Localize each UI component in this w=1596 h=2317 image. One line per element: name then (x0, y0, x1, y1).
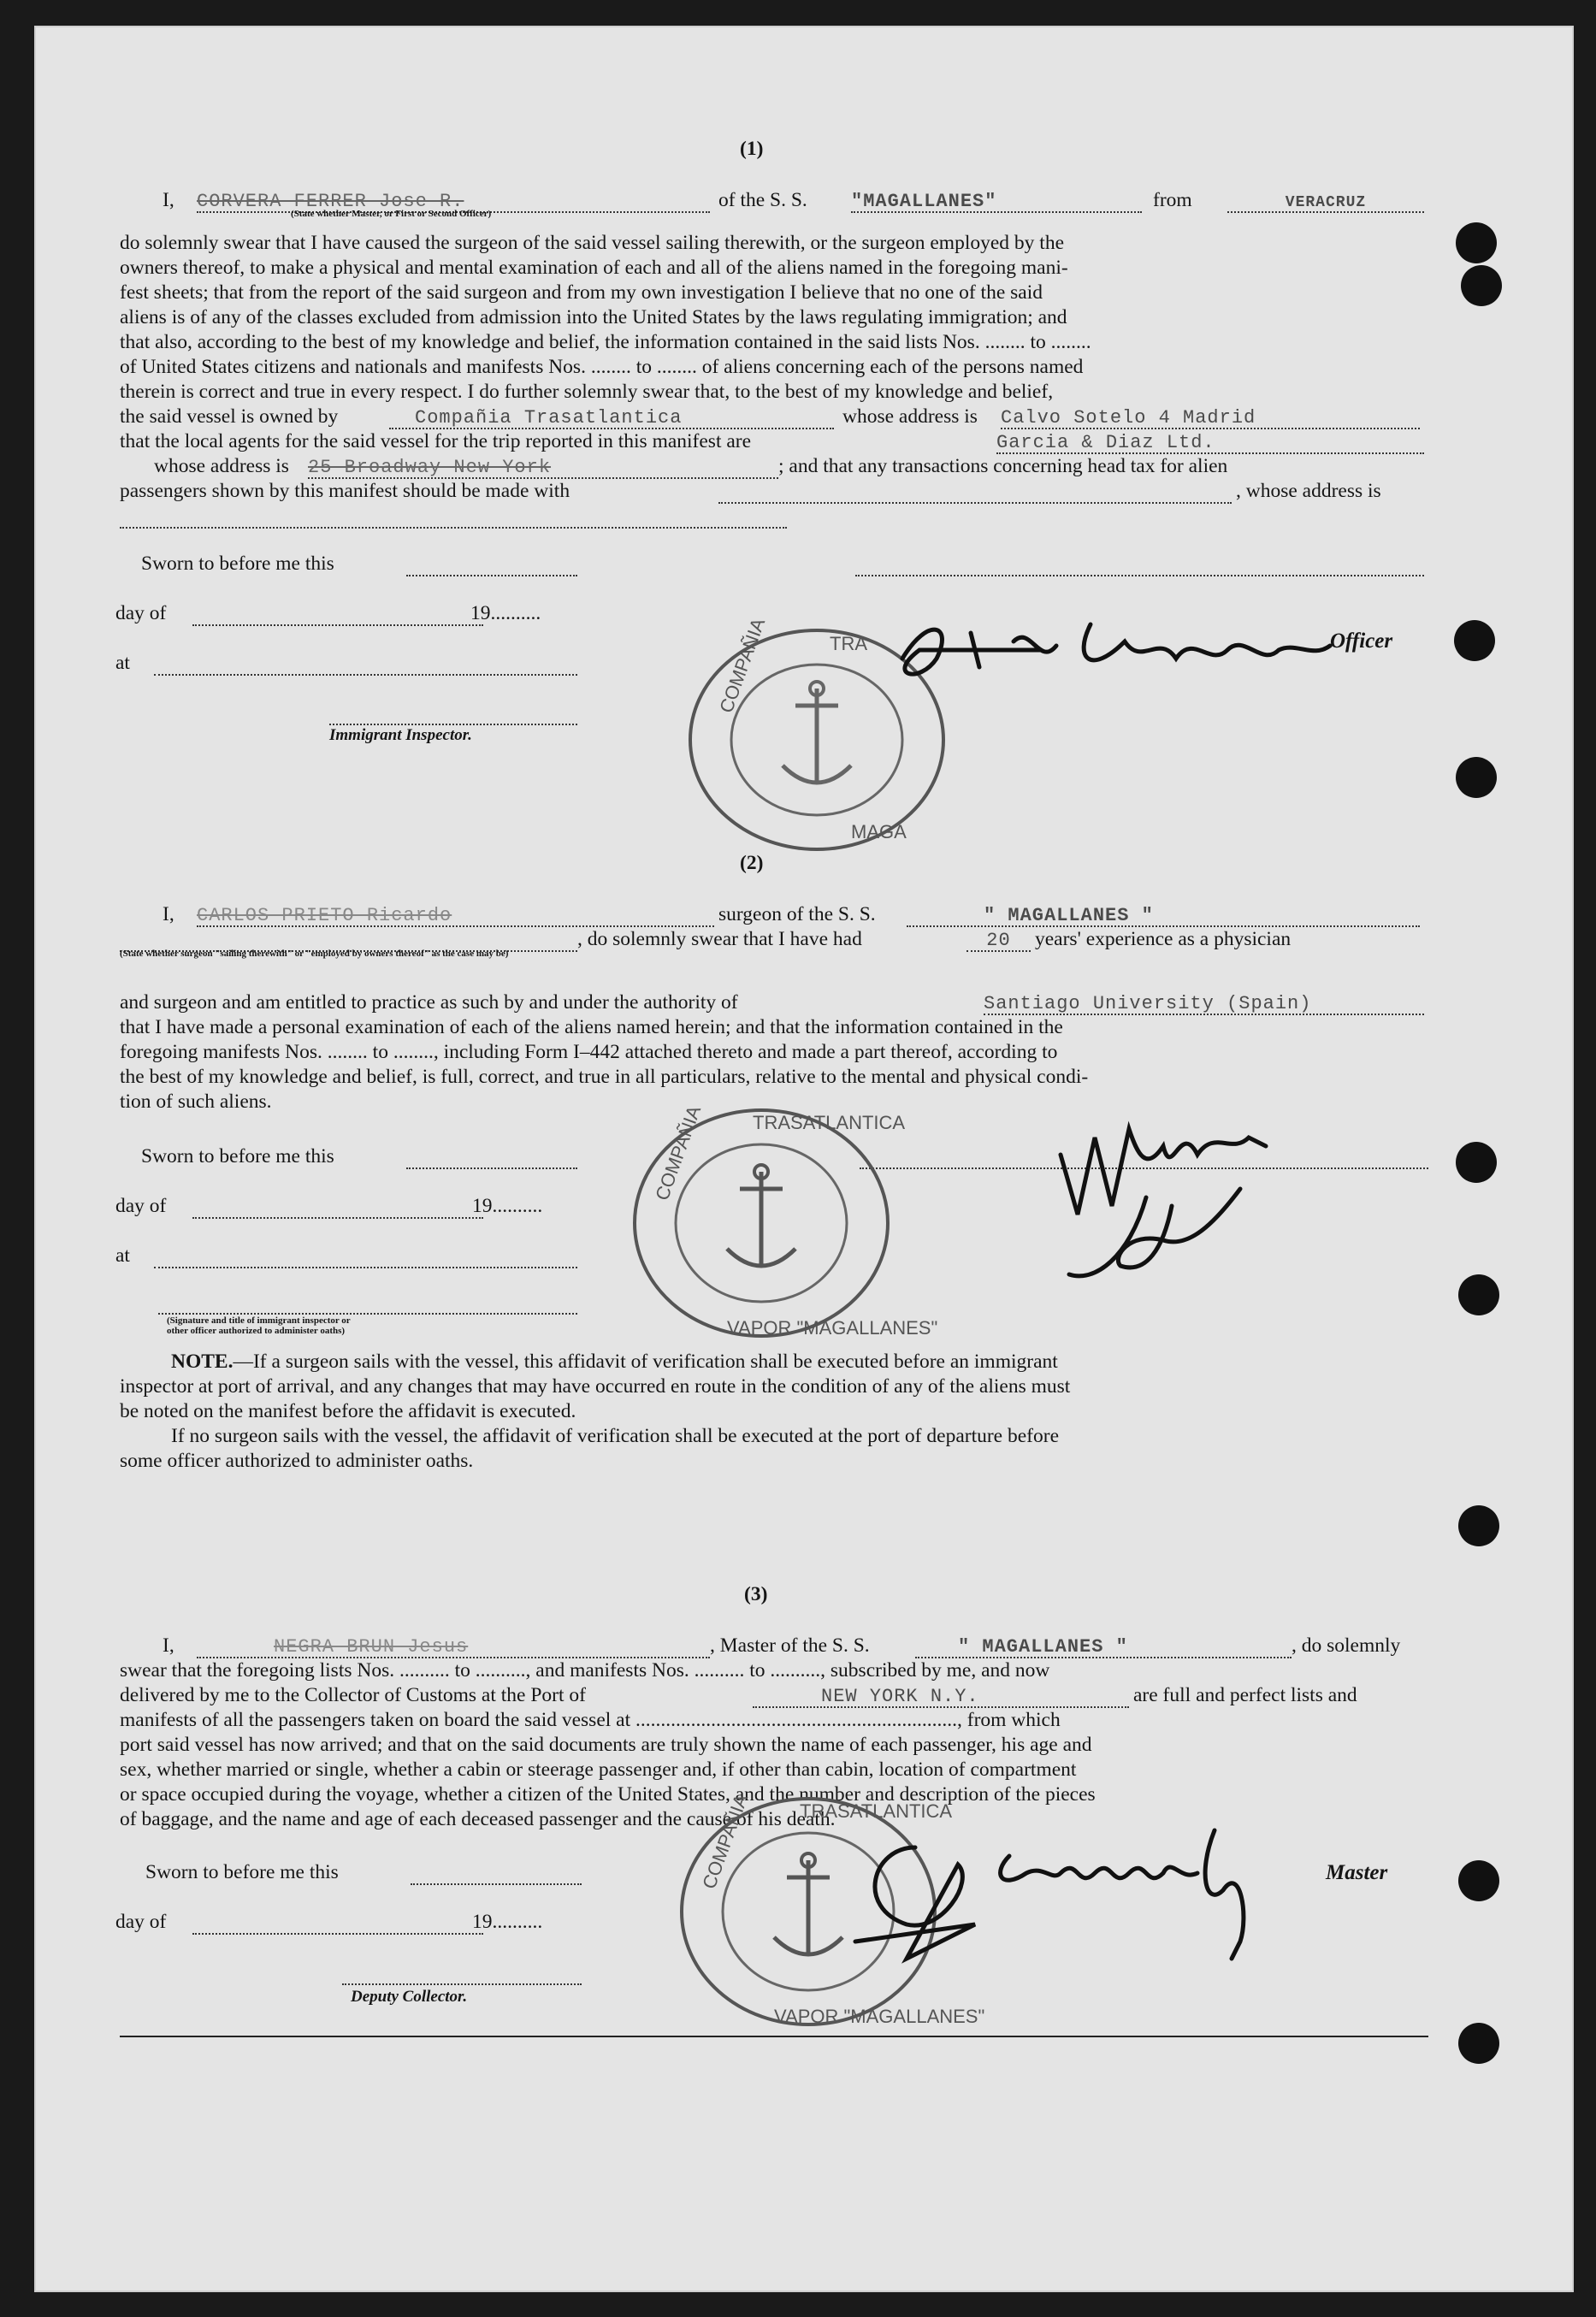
s3-port: NEW YORK N.Y. (821, 1686, 979, 1707)
s2-sig-note-1: (Signature and title of immigrant inspector or (167, 1315, 351, 1326)
s3-deputy-line (342, 1960, 582, 1985)
s1-i: I, (163, 189, 174, 211)
s1-owned-by: the said vessel is owned by (120, 405, 339, 428)
s1-agents-field (996, 429, 1424, 454)
master-signature (804, 1796, 1334, 1976)
s3-line-f: or space occupied during the voyage, whether a citizen of the United States, and the number and description of the pieces (120, 1783, 1096, 1806)
s1-owner-field (389, 405, 834, 429)
s3-sworn-field (411, 1860, 582, 1885)
s3-day-field (192, 1910, 483, 1935)
s1-sworn-field (406, 552, 577, 576)
s3-vessel: " MAGALLANES " (958, 1636, 1128, 1658)
s1-at-field (154, 651, 577, 676)
s2-year-prefix: 19.......... (472, 1195, 543, 1217)
note-line-1 (171, 1350, 1058, 1374)
s1-vessel-field (851, 188, 1142, 213)
s1-line-a: do solemnly swear that I have caused the surgeon of the said vessel sailing therewith, or the surgeon employed by the (120, 232, 1065, 254)
s2-at: at (115, 1244, 130, 1267)
section-3-number: (3) (744, 1583, 768, 1605)
section-1-number: (1) (740, 138, 764, 160)
s1-line-g: therein is correct and true in every respect. I do further solemnly swear that, to the best of my knowledge and belief, (120, 381, 1054, 403)
manifest-page (34, 26, 1574, 2292)
note-line-4: If no surgeon sails with the vessel, the affidavit of verification shall be executed at the port of departure before (171, 1425, 1059, 1447)
note-label: NOTE. (171, 1351, 233, 1373)
punch-hole (1456, 757, 1497, 798)
s2-university-field (984, 990, 1424, 1015)
s1-day-field (192, 601, 483, 626)
s2-line-c: the best of my knowledge and belief, is full, correct, and true in all particulars, relative to the mental and physical condi- (120, 1066, 1089, 1088)
s2-sworn: Sworn to before me this (141, 1145, 334, 1167)
s1-line-b: owners thereof, to make a physical and mental examination of each and all of the aliens named in the foregoing mani- (120, 257, 1068, 279)
s1-passengers-line: passengers shown by this manifest should be made with (120, 480, 570, 502)
s1-agents: Garcia & Diaz Ltd. (996, 432, 1215, 453)
s3-line-a: swear that the foregoing lists Nos. .......... to .........., and manifests Nos. .......... to .........., subscribed by me, and now (120, 1659, 1050, 1682)
s1-line-d: aliens is of any of the classes excluded from admission into the United States by the laws regulating immigration; and (120, 306, 1067, 328)
s2-line-b: foregoing manifests Nos. ........ to ........, including Form I–442 attached thereto and made a part thereof, according to (120, 1041, 1058, 1063)
s2-swear: , do solemnly swear that I have had (577, 928, 862, 950)
s3-master-name: NEGRA BRUN Jesus (274, 1636, 469, 1658)
s2-day-of: day of (115, 1195, 167, 1217)
s1-whose-address-end: , whose address is (1236, 480, 1381, 502)
s2-line-a: that I have made a personal examination of each of the aliens named herein; and that the information contained in the (120, 1016, 1063, 1038)
s1-owner: Compañia Trasatlantica (415, 407, 683, 429)
s1-vessel: "MAGALLANES" (851, 191, 997, 212)
s2-year: 19 (472, 1195, 493, 1217)
s2-sig-line (158, 1290, 577, 1315)
s1-owner-address: Calvo Sotelo 4 Madrid (1001, 407, 1256, 429)
section-2-number: (2) (740, 852, 764, 874)
note-line-2: inspector at port of arrival, and any changes that may have occurred en route in the condition of any of the aliens must (120, 1375, 1071, 1398)
s1-address-field (120, 504, 787, 529)
punch-hole (1456, 1142, 1497, 1183)
s1-of-ss: of the S. S. (718, 189, 807, 211)
s2-surgeon-of: surgeon of the S. S. (718, 903, 876, 925)
s1-line-f: of United States citizens and nationals and manifests Nos. ........ to ........ of aliens concerning each of the persons named (120, 356, 1084, 378)
s2-sig-note-2: other officer authorized to administer oaths) (167, 1326, 346, 1336)
s3-master-of: , Master of the S. S. (710, 1634, 870, 1657)
s1-year-prefix: 19.......... (470, 602, 541, 624)
s3-master-field (197, 1634, 710, 1658)
s1-agent-address: 25 Broadway New York (308, 457, 552, 478)
s2-day-field (192, 1194, 483, 1219)
bottom-rule (120, 2036, 1428, 2037)
surgeon-signature (1043, 1103, 1334, 1300)
officer-signature (868, 599, 1347, 693)
s3-year-prefix: 19.......... (472, 1911, 543, 1933)
svg-text:MAGA: MAGA (851, 821, 907, 842)
s2-vessel: " MAGALLANES " (984, 905, 1154, 926)
s2-authority: and surgeon and am entitled to practice as such by and under the authority of (120, 991, 738, 1014)
note-line-5: some officer authorized to administer oaths. (120, 1450, 474, 1472)
svg-text:TRA: TRA (830, 633, 867, 654)
s3-line-b-post: are full and perfect lists and (1133, 1684, 1357, 1706)
s1-sworn: Sworn to before me this (141, 553, 334, 575)
punch-hole (1456, 222, 1497, 263)
s1-at: at (115, 652, 130, 674)
s3-line-g: of baggage, and the name and age of each deceased passenger and the cause of his death. (120, 1808, 836, 1830)
svg-text:COMPAÑIA: COMPAÑIA (698, 1791, 753, 1892)
s3-line-c: manifests of all the passengers taken on board the said vessel at ................................................................, from which (120, 1709, 1061, 1731)
s2-university: Santiago University (Spain) (984, 993, 1312, 1014)
svg-text:COMPAÑIA: COMPAÑIA (651, 1102, 706, 1203)
s3-year: 19 (472, 1911, 493, 1933)
svg-text:VAPOR "MAGALLANES": VAPOR "MAGALLANES" (727, 1317, 938, 1339)
punch-hole (1461, 265, 1502, 306)
s2-years: 20 (986, 930, 1011, 951)
s1-state-note: (State whether Master, or First or Second Officer) (291, 209, 492, 219)
s1-port-field (1227, 188, 1424, 213)
s3-line-b-pre: delivered by me to the Collector of Customs at the Port of (120, 1684, 586, 1706)
s1-head-tax-field (718, 479, 1232, 504)
s1-owner-address-field (1001, 405, 1420, 429)
s2-surgeon-name: CARLOS PRIETO Ricardo (197, 905, 452, 926)
punch-hole (1458, 2023, 1499, 2064)
s3-i: I, (163, 1634, 174, 1657)
s2-sworn-field (406, 1144, 577, 1169)
s3-port-field (753, 1683, 1129, 1708)
s3-solemnly: , do solemnly (1292, 1634, 1401, 1657)
s2-vessel-field (907, 902, 1420, 927)
s1-inspector: Immigrant Inspector. (329, 726, 472, 744)
s1-year: 19 (470, 602, 491, 624)
s1-day-of: day of (115, 602, 167, 624)
s1-agents-text: that the local agents for the said vessel for the trip reported in this manifest are (120, 430, 752, 452)
s3-sworn: Sworn to before me this (145, 1861, 339, 1883)
s1-inspector-line (329, 700, 577, 725)
svg-text:TRASATLANTICA: TRASATLANTICA (800, 1800, 953, 1822)
s1-blank-line (855, 552, 1424, 576)
s2-experience: years' experience as a physician (1035, 928, 1292, 950)
s3-day-of: day of (115, 1911, 167, 1933)
s2-at-field (154, 1244, 577, 1268)
s2-years-field (966, 927, 1031, 952)
s3-vessel-field (915, 1634, 1292, 1658)
note-text-1: —If a surgeon sails with the vessel, this affidavit of verification shall be executed before an immigrant (233, 1351, 1058, 1373)
svg-text:COMPAÑIA: COMPAÑIA (715, 615, 770, 716)
s1-agent-address-label: whose address is (154, 455, 289, 477)
punch-hole (1458, 1505, 1499, 1546)
s1-port: VERACRUZ (1285, 194, 1367, 211)
s3-line-e: sex, whether married or single, whether a cabin or steerage passenger and, if other than cabin, location of compartment (120, 1758, 1077, 1781)
svg-text:VAPOR "MAGALLANES": VAPOR "MAGALLANES" (774, 2006, 985, 2027)
punch-hole (1454, 620, 1495, 661)
s1-master-name: CORVERA FERRER Jose R. (197, 191, 464, 212)
punch-hole (1458, 1274, 1499, 1315)
s1-whose-address: whose address is (842, 405, 978, 428)
s1-line-c: fest sheets; that from the report of the said surgeon and from my own investigation I believe that no one of the said (120, 281, 1043, 304)
s1-head-tax: ; and that any transactions concerning head tax for alien (778, 455, 1228, 477)
s3-master-label: Master (1326, 1861, 1388, 1884)
s3-line-d: port said vessel has now arrived; and that on the said documents are truly shown the name of each passenger, his age and (120, 1734, 1092, 1756)
s3-deputy: Deputy Collector. (351, 1988, 468, 2006)
s1-officer: Officer (1330, 629, 1393, 653)
s1-from: from (1153, 189, 1192, 211)
s2-state-note: (State whether surgeon "sailing therewith" or "employed by owners thereof" as the case may be) (120, 949, 509, 959)
punch-hole (1458, 1860, 1499, 1901)
s1-agent-address-field (308, 454, 778, 479)
svg-text:TRASATLANTICA: TRASATLANTICA (753, 1112, 906, 1133)
s1-line-e: that also, according to the best of my knowledge and belief, the information contained in the said lists Nos. ........ to ........ (120, 331, 1091, 353)
s2-i: I, (163, 903, 174, 925)
ship-stamp-2 (624, 1099, 938, 1347)
s2-surgeon-field (197, 902, 714, 927)
s2-line-d: tion of such aliens. (120, 1091, 272, 1113)
note-line-3: be noted on the manifest before the affidavit is executed. (120, 1400, 576, 1422)
